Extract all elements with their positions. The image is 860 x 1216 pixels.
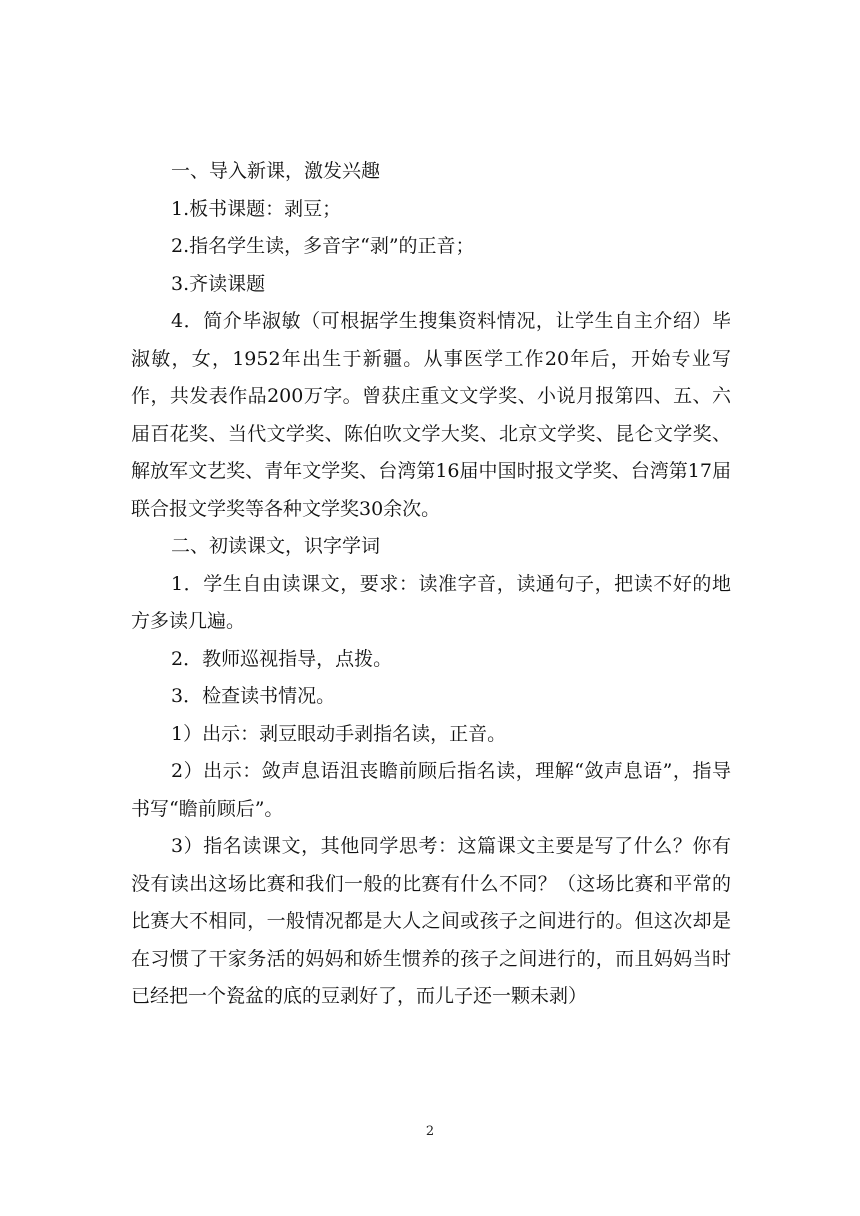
page-number: 2: [425, 1124, 435, 1139]
document-body: [131, 153, 731, 1016]
sub-list-item: 2）出示：敛声息语沮丧瞻前顾后指名读，理解“敛声息语”，指导书写“瞻前顾后”。: [131, 760, 731, 820]
list-item: 2.指名学生读，多音字“剥”的正音；: [171, 235, 475, 257]
author-intro-paragraph: 4．简介毕淑敏（可根据学生搜集资料情况，让学生自主介绍）毕淑敏，女，1952年出生于新疆。从事医学工作20年后，开始专业写作，共发表作品200万字。曾获庄重文文学奖、小说月报第四、五、六届百花奖、当代文学奖、陈伯吹文学大奖、北京文学奖、昆仑文学奖、解放军文艺奖、青年文学奖、台湾第16届中国时报文学奖、台湾第17届联合报文学奖等各种文学奖30余次。: [131, 310, 731, 520]
list-item: 3.齐读课题: [171, 272, 266, 295]
sub-list-item: 1）出示：剥豆眼动手剥指名读，正音。: [171, 722, 507, 745]
section-heading-intro: 一、导入新课，激发兴趣: [171, 160, 381, 182]
list-item: 3．检查读书情况。: [171, 685, 336, 707]
list-item: 1．学生自由读课文，要求：读准字音，读通句子，把读不好的地方多读几遍。: [131, 572, 731, 632]
list-item: 1.板书课题：剥豆；: [171, 197, 342, 220]
list-item: 2．教师巡视指导，点拨。: [171, 647, 393, 670]
sub-list-item: 3）指名读课文，其他同学思考：这篇课文主要是写了什么？你有没有读出这场比赛和我们一般的比赛有什么不同？（这场比赛和平常的比赛大不相同，一般情况都是大人之间或孩子之间进行的。但这次却是在习惯了干家务活的妈妈和娇生惯养的孩子之间进行的，而且妈妈当时已经把一个瓷盆的底的豆剥好了，而儿子还一颗未剥）: [131, 835, 731, 1007]
section-heading-first-reading: 二、初读课文，识字学词: [171, 535, 381, 557]
